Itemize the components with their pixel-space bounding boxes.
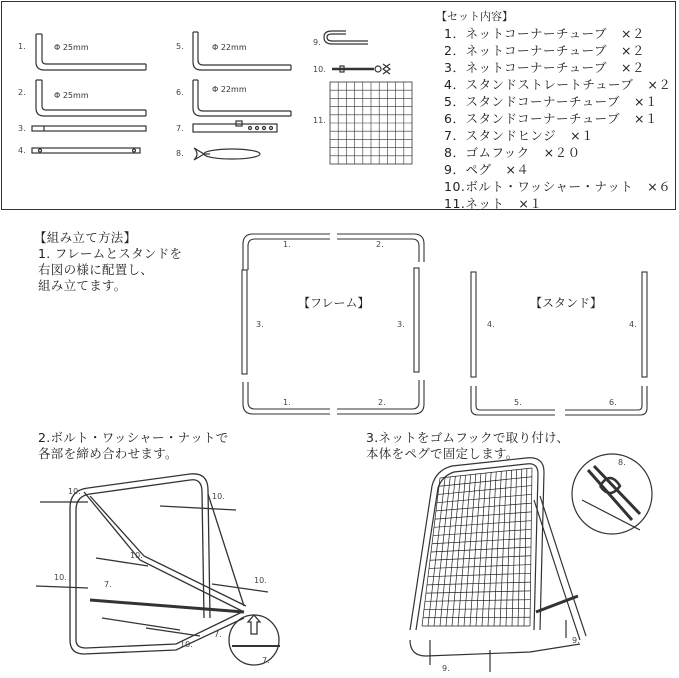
part-7-number: 7.	[176, 124, 184, 133]
parts-list-item-label: 9．ペグ	[444, 162, 492, 177]
callout-7-c: 7.	[262, 656, 270, 665]
parts-list-item-label: 2．ネットコーナーチューブ	[444, 43, 607, 58]
callout-8: 8.	[618, 458, 626, 467]
stand-label-4-left: 4.	[487, 320, 495, 329]
frame-title: 【フレーム】	[298, 296, 370, 310]
part-11-number: 11.	[313, 116, 326, 125]
stand-title: 【スタンド】	[530, 296, 603, 310]
assembly-heading: 【組み立て方法】	[34, 230, 137, 245]
step-3-line-2: 本体をペグで固定します。	[366, 446, 519, 461]
part-1-diameter: Φ 25mm	[54, 43, 89, 52]
callout-9-a: 9.	[572, 636, 580, 645]
part-6-number: 6.	[176, 88, 184, 97]
frame-label-2-top: 2.	[376, 240, 384, 249]
callout-7-a: 7.	[104, 580, 112, 589]
callout-10-c: 10.	[130, 551, 143, 560]
step-2-line-2: 各部を締め合わせます。	[38, 446, 178, 461]
parts-list-item-label: 6．スタンドコーナーチューブ	[444, 111, 620, 126]
parts-list-title: 【セット内容】	[436, 10, 513, 23]
frame-label-1-bottom: 1.	[283, 398, 291, 407]
frame-label-3-left: 3.	[256, 320, 264, 329]
part-2-number: 2.	[18, 88, 26, 97]
step-1-line-3: 組み立てます。	[38, 278, 127, 293]
parts-list-item-label: 11.ネット	[444, 196, 505, 211]
parts-list-item-label: 1．ネットコーナーチューブ	[444, 26, 607, 41]
parts-list-item-qty: ×１	[570, 128, 595, 143]
parts-list-item-qty: ×２	[620, 26, 645, 41]
part-1-number: 1.	[18, 42, 26, 51]
part-5-number: 5.	[176, 42, 184, 51]
parts-list-item-label: 8．ゴムフック	[444, 145, 530, 160]
parts-list-item-label: 10.ボルト・ワッシャー・ナット	[444, 179, 634, 194]
callout-7-b: 7.	[214, 630, 222, 639]
stand-label-5: 5.	[514, 398, 522, 407]
step-2-line-1: 2.ボルト・ワッシャー・ナットで	[38, 430, 229, 445]
parts-list-item-qty: ×２０	[543, 145, 581, 160]
parts-list-item-label: 3．ネットコーナーチューブ	[444, 60, 607, 75]
frame-label-1-top: 1.	[283, 240, 291, 249]
parts-list-item-label: 4．スタンドストレートチューブ	[444, 77, 634, 92]
parts-list-item-qty: ×６	[647, 179, 672, 194]
callout-9-b: 9.	[442, 664, 450, 673]
part-9-number: 9.	[313, 38, 321, 47]
stand-label-6: 6.	[609, 398, 617, 407]
parts-list-item-qty: ×４	[505, 162, 530, 177]
parts-list-item-label: 7．スタンドヒンジ	[444, 128, 557, 143]
callout-10-b: 10.	[212, 492, 225, 501]
step-3-line-1: 3.ネットをゴムフックで取り付け、	[366, 430, 570, 445]
part-4-number: 4.	[18, 146, 26, 155]
callout-10-e: 10.	[254, 576, 267, 585]
callout-10-d: 10.	[54, 573, 67, 582]
parts-list-item-qty: ×２	[647, 77, 672, 92]
part-8-number: 8.	[176, 149, 184, 158]
frame-label-2-bottom: 2.	[378, 398, 386, 407]
parts-list-item-qty: ×２	[620, 43, 645, 58]
parts-list-item-qty: ×１	[633, 94, 658, 109]
stand-label-4-right: 4.	[629, 320, 637, 329]
callout-10-a: 10.	[68, 487, 81, 496]
parts-list-item-qty: ×２	[620, 60, 645, 75]
parts-list-item-qty: ×１	[518, 196, 543, 211]
part-2-diameter: Φ 25mm	[54, 91, 89, 100]
part-6-diameter: Φ 22mm	[212, 85, 247, 94]
frame-label-3-right: 3.	[397, 320, 405, 329]
part-5-diameter: Φ 22mm	[212, 43, 247, 52]
part-3-number: 3.	[18, 124, 26, 133]
callout-10-f: 10.	[180, 640, 193, 649]
step-1-line-1: 1. フレームとスタンドを	[38, 246, 183, 261]
step-1-line-2: 右図の様に配置し、	[38, 262, 154, 277]
part-10-number: 10.	[313, 65, 326, 74]
step-2-assembly-illustration	[36, 474, 280, 665]
parts-list-item-qty: ×１	[633, 111, 658, 126]
parts-list-item-label: 5．スタンドコーナーチューブ	[444, 94, 620, 109]
